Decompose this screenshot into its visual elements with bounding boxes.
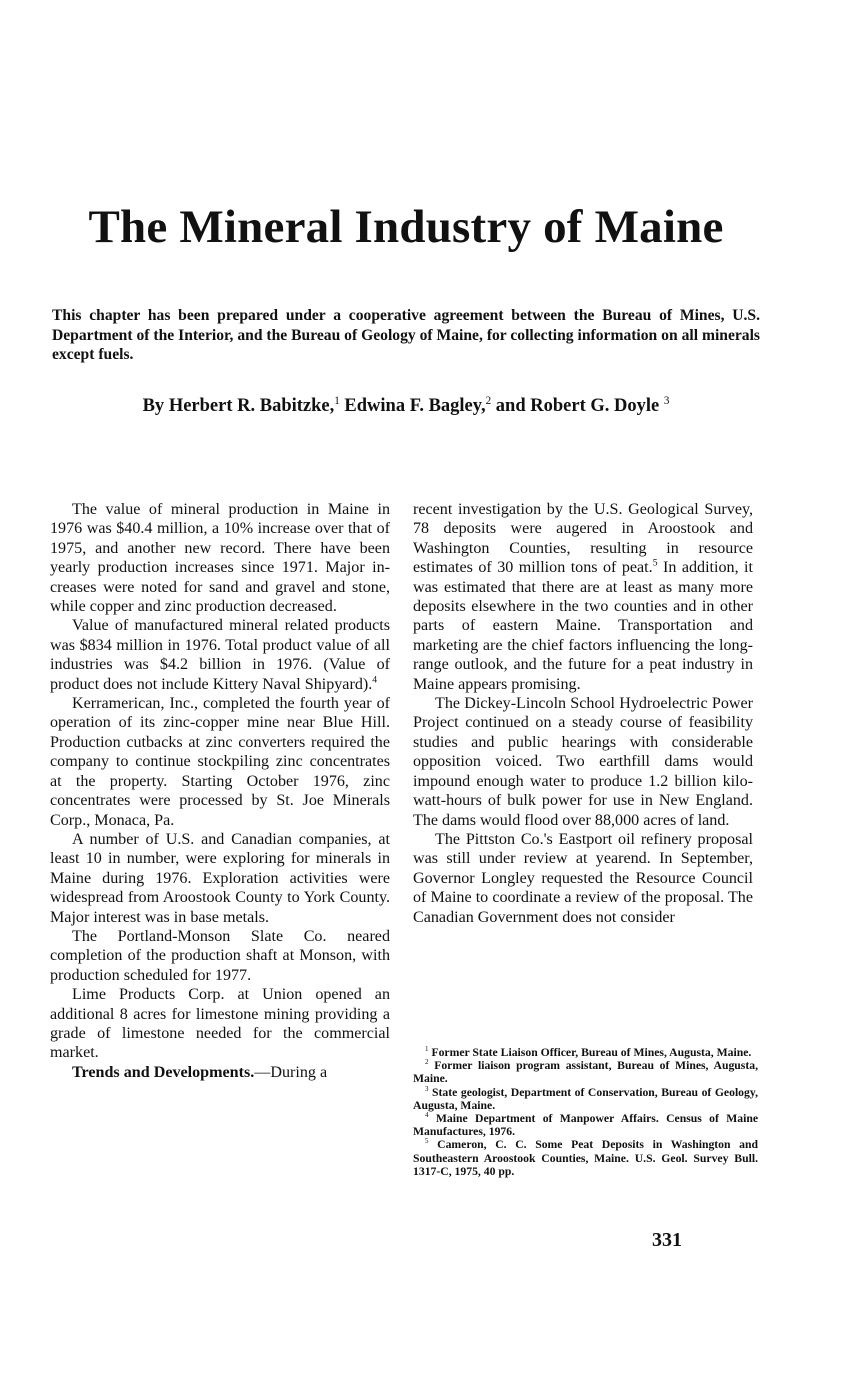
footnote-mark: 2	[425, 1058, 429, 1067]
body-paragraph: The Pittston Co.'s Eastport oil refinery proposal was still under review at yearend. In September, Governor Longley requested the Resource Council of Maine to coordinate a review of the proposal. The Canadian Government does not consider	[413, 830, 753, 926]
byline-prefix: By	[142, 396, 169, 416]
footnote-ref[interactable]: 4	[372, 674, 378, 686]
author-name: Herbert R. Babitzke,	[168, 396, 335, 416]
footnotes	[413, 1046, 758, 1178]
paragraph-text: Value of manufactured mineral related products was $834 million in 1976. Total product value of all industries was $4.2 billion in 1976. (Value of product does not include Kittery Naval Shipyard).	[50, 617, 390, 693]
footnote	[413, 1138, 758, 1178]
body-paragraph: The value of mineral production in Maine in 1976 was $40.4 million, a 10% increase over that of 1975, and another new record. There have been yearly production increases since 1971. Major increases were noted for sand and gravel and stone, while copper and zinc production decreased.	[50, 501, 390, 616]
footnote-mark: 1	[425, 1045, 429, 1054]
footnote-text: Cameron, C. C. Some Peat Deposits in Washington and Southeastern Aroostook Counties, Maine. U.S. Geol. Survey Bull. 1317-C, 1975, 40 pp.	[413, 1138, 758, 1178]
cooperative-agreement-note: This chapter has been prepared under a cooperative agreement between the Bureau of Mines, U.S. Department of the Interior, and the Bureau of Geology of Maine, for collecting information on all minerals except fuels.	[52, 307, 760, 363]
body-paragraph	[413, 500, 753, 694]
footnote-text: Maine Department of Manpower Affairs. Census of Maine Manufactures, 1976.	[413, 1112, 759, 1139]
footnote	[413, 1046, 758, 1059]
footnote-mark: 5	[425, 1137, 429, 1146]
footnote	[413, 1112, 758, 1138]
body-paragraph: Lime Products Corp. at Union opened an additional 8 acres for limestone mining providing a grade of limestone needed for the commercial market.	[50, 986, 390, 1062]
body-paragraph	[50, 616, 390, 694]
footnote-text: Former State Liaison Officer, Bureau of Mines, Augusta, Maine.	[431, 1046, 752, 1059]
page-number: 331	[652, 1229, 682, 1251]
footnote	[413, 1059, 758, 1085]
body-paragraph: Kerramerican, Inc., completed the fourth year of operation of its zinc-copper mine near Blue Hill. Production cutbacks at zinc converters required the company to continue stockpiling zinc concentrates at the property. Starting October 1976, zinc concentrates were processed by St. Joe Minerals Corp., Monaca, Pa.	[50, 695, 390, 829]
section-paragraph	[50, 1063, 390, 1082]
paragraph-text: recent investigation by the U.S. Geological Survey, 78 deposits were augered in Aroostook and Washington Counties, resulting in resource estimates of 30 million tons of peat.	[413, 501, 753, 577]
paragraph-text: In addition, it was estimated that there are at least as many more deposits elsewhere in the two counties and in other parts of eastern Maine. Transportation and marketing are the chief factors influencing the long-range outlook, and the future for a peat industry in Maine appears promising.	[413, 559, 753, 693]
footnote-mark: 3	[425, 1084, 429, 1093]
footnote-ref[interactable]: 2	[485, 394, 492, 407]
footnote-ref[interactable]: 3	[663, 394, 670, 407]
author-name: and Robert G. Doyle	[491, 396, 664, 416]
left-column	[50, 500, 390, 1082]
footnote-mark: 4	[425, 1111, 429, 1120]
section-heading: Trends and Developments.	[72, 1063, 255, 1081]
footnote-ref[interactable]: 1	[334, 394, 340, 407]
paragraph-text: —During a	[254, 1063, 328, 1081]
author-name: Edwina F. Bagley,	[339, 396, 486, 416]
footnote-text: Former liaison program assistant, Bureau of Mines, Augusta, Maine.	[413, 1059, 759, 1086]
page-title: The Mineral Industry of Maine	[88, 201, 724, 253]
footnote-ref[interactable]: 5	[652, 557, 658, 569]
body-paragraph: A number of U.S. and Canadian companies, at least 10 in number, were exploring for minerals in Maine during 1976. Exploration activities were widespread from Aroostook County to York County. Major interest was in base metals.	[50, 830, 390, 926]
right-column	[413, 500, 753, 927]
footnote	[413, 1086, 758, 1112]
footnote-text: State geologist, Department of Conservation, Bureau of Geology, Augusta, Maine.	[413, 1085, 758, 1112]
body-paragraph: The Portland-Monson Slate Co. neared completion of the production shaft at Monson, with production scheduled for 1977.	[50, 927, 390, 984]
byline	[0, 396, 812, 417]
body-paragraph: The Dickey-Lincoln School Hydroelectric Power Project continued on a steady course of feasibility studies and public hearings with considerable opposition voiced. Two earthfill dams would impound enough water to produce 1.2 billion kilowatt-hours of bulk power for use in New England. The dams would flood over 88,000 acres of land.	[413, 695, 753, 829]
